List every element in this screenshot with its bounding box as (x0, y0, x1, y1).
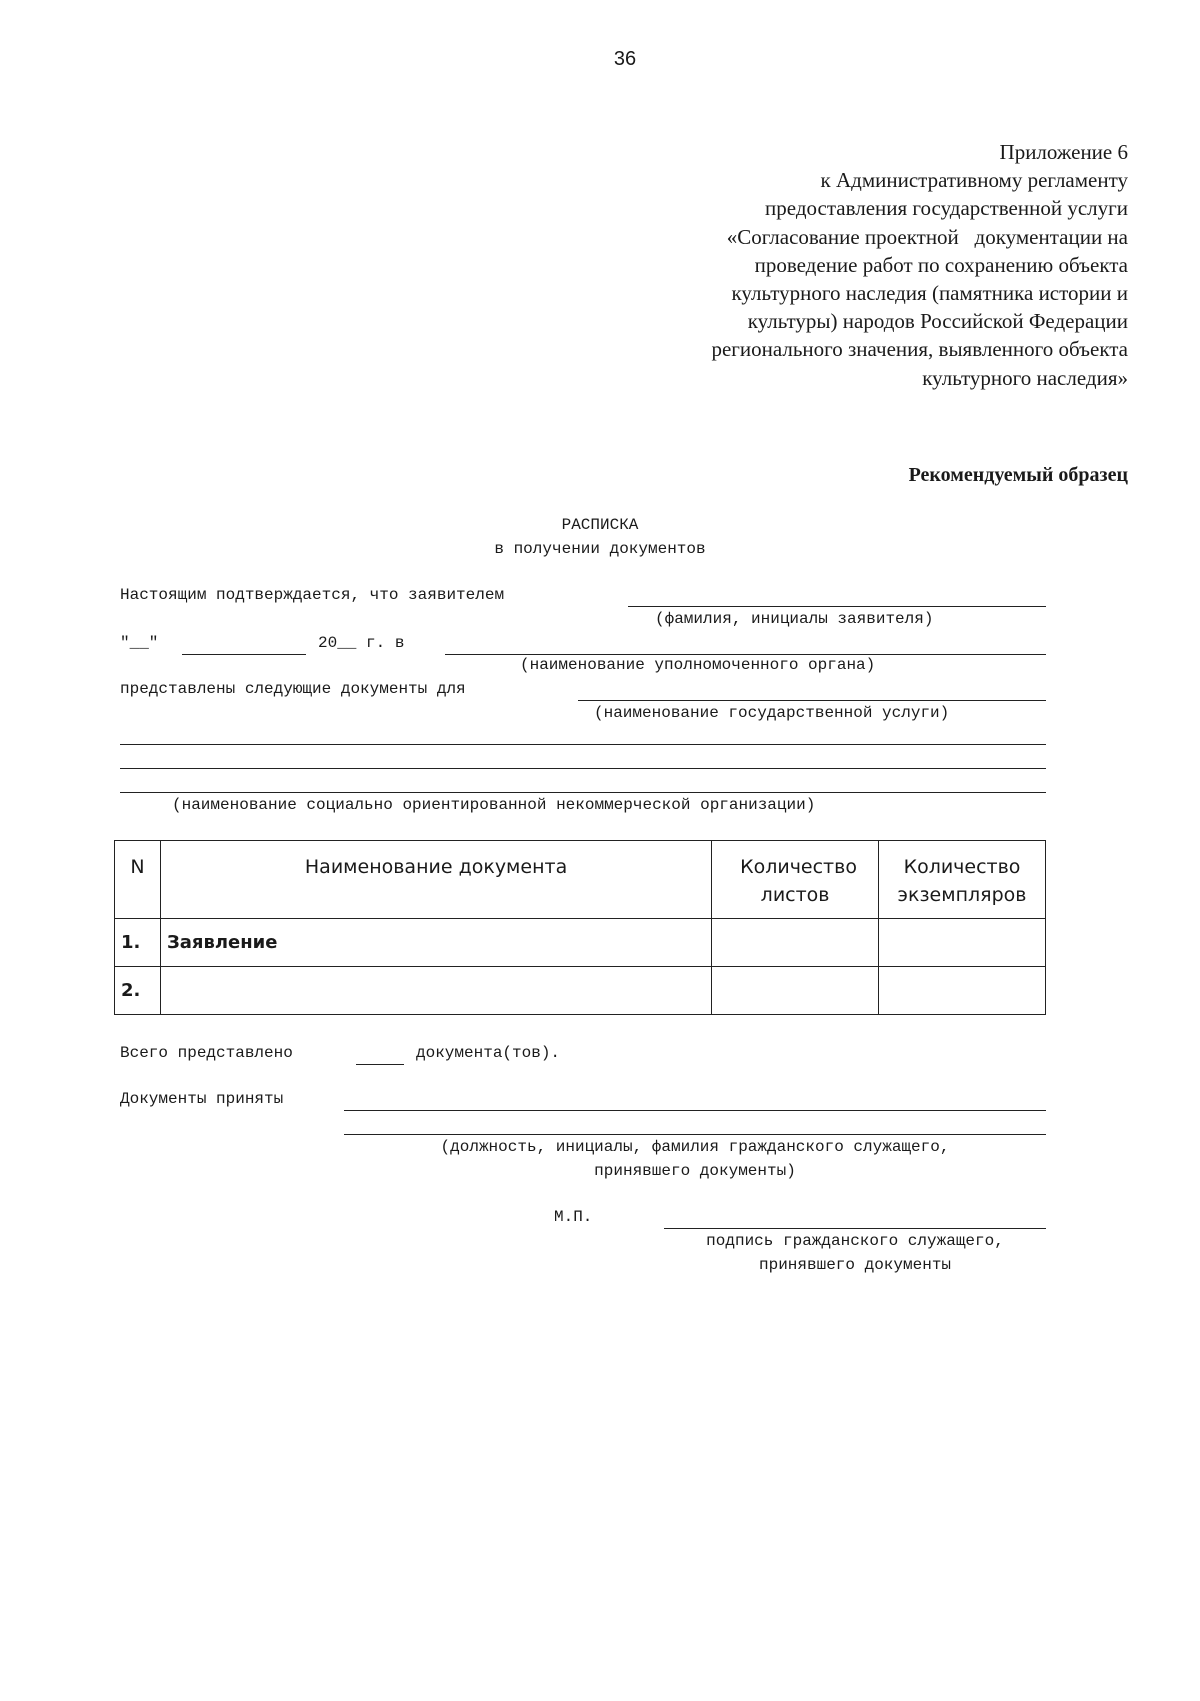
appendix-line: к Административному регламенту (820, 168, 1128, 193)
official-caption-line-1: (должность, инициалы, фамилия гражданского служащего, (440, 1138, 950, 1156)
total-prefix: Всего представлено (120, 1044, 293, 1062)
column-header-copies-label: Количество экземпляров (897, 856, 1027, 906)
accepted-label: Документы приняты (120, 1090, 284, 1108)
applicant-name-caption: (фамилия, инициалы заявителя) (655, 610, 934, 628)
official-field-line-1[interactable] (344, 1110, 1046, 1111)
authority-name-field[interactable] (445, 654, 1046, 655)
service-name-caption: (наименование государственной услуги) (594, 704, 950, 722)
signature-field[interactable] (664, 1228, 1046, 1229)
column-header-document-name: Наименование документа (160, 841, 711, 919)
column-header-sheets (712, 841, 879, 919)
row-copies-cell[interactable] (879, 919, 1046, 967)
appendix-header (408, 138, 1128, 392)
row-document-name: Заявление (160, 919, 711, 967)
sample-label: Рекомендуемый образец (908, 464, 1128, 486)
appendix-line: культуры) народов Российской Федерации (747, 309, 1128, 334)
total-count-field[interactable] (356, 1064, 404, 1065)
row-sheets-cell[interactable] (712, 919, 879, 967)
column-header-number: N (115, 841, 161, 919)
receipt-subtitle: в получении документов (494, 540, 706, 558)
organization-field-line-2[interactable] (120, 768, 1046, 769)
table-row (115, 967, 1046, 1015)
appendix-line: «Согласование проектной документации на (726, 224, 1128, 249)
applicant-name-field[interactable] (628, 606, 1046, 607)
column-header-copies (879, 841, 1046, 919)
total-suffix: документа(тов). (416, 1044, 561, 1062)
organization-caption: (наименование социально ориентированной некоммерческой организации) (172, 796, 816, 814)
organization-field-line-3[interactable] (120, 792, 1046, 793)
appendix-line: культурного наследия (памятника истории и (731, 281, 1128, 306)
row-copies-cell[interactable] (879, 967, 1046, 1015)
row-number: 2. (115, 967, 161, 1015)
appendix-line: регионального значения, выявленного объекта (711, 337, 1128, 362)
appendix-line: Приложение 6 (999, 140, 1128, 164)
receipt-title: РАСПИСКА (561, 516, 639, 534)
table-header-row (115, 841, 1046, 919)
row-number: 1. (115, 919, 161, 967)
stamp-label: М.П. (554, 1208, 593, 1226)
documents-table (114, 840, 1046, 1015)
row-sheets-cell[interactable] (712, 967, 879, 1015)
applicant-statement: Настоящим подтверждается, что заявителем (120, 586, 505, 604)
service-name-field[interactable] (578, 700, 1046, 701)
row-document-name[interactable] (160, 967, 711, 1015)
signature-caption-line-2: принявшего документы (758, 1256, 952, 1274)
date-month-field[interactable] (182, 654, 306, 655)
appendix-line: предоставления государственной услуги (765, 196, 1128, 221)
table-row (115, 919, 1046, 967)
page-number: 36 (613, 48, 637, 70)
date-year-prefix: 20__ г. в (318, 634, 405, 652)
appendix-line: проведение работ по сохранению объекта (754, 252, 1128, 277)
documents-for-statement: представлены следующие документы для (120, 680, 466, 698)
official-field-line-2[interactable] (344, 1134, 1046, 1135)
authority-name-caption: (наименование уполномоченного органа) (520, 656, 876, 674)
signature-caption-line-1: подпись гражданского служащего, (706, 1232, 1004, 1250)
column-header-sheets-label: Количество листов (740, 856, 857, 906)
appendix-line: культурного наследия» (922, 365, 1128, 390)
official-caption-line-2: принявшего документы) (594, 1162, 796, 1180)
organization-field-line-1[interactable] (120, 744, 1046, 745)
date-day-quotes: "__" (120, 634, 159, 652)
